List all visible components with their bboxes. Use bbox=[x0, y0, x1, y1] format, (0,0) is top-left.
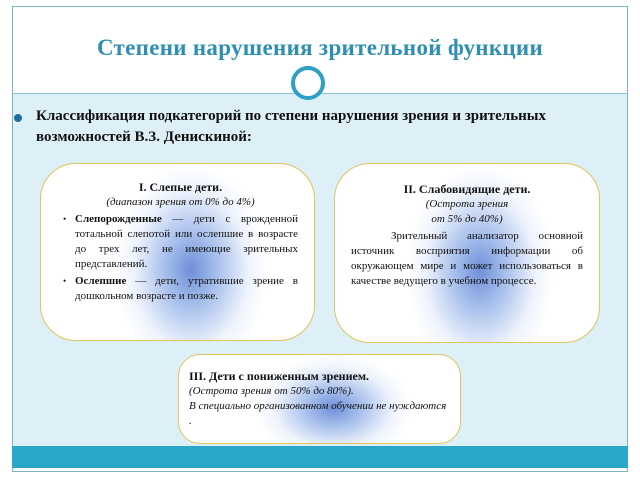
card-description: В специально организованном обучении не нуждаются . bbox=[189, 400, 447, 427]
bullet-icon: • bbox=[63, 276, 67, 286]
bottom-accent-strip bbox=[12, 446, 628, 468]
term-description: — дети, утратившие зрение в дошкольном возрасте и позже. bbox=[75, 275, 298, 302]
card-description: Зрительный анализатор основной источник восприятия информации об окружающем мире и может использоваться в качестве ведущего в учебном процессе. bbox=[351, 230, 583, 287]
bullet-icon bbox=[14, 114, 22, 122]
card-reduced-vision-children bbox=[178, 354, 461, 444]
card-title: III. Дети с пониженным зрением. bbox=[189, 369, 370, 383]
card-title: II. Слабовидящие дети. bbox=[403, 182, 531, 196]
slide-title: Степени нарушения зрительной функции bbox=[96, 35, 544, 60]
classification-heading: Классификация подкатегорий по степени нарушения зрения и зрительных возможностей В.З. Денискиной: bbox=[36, 108, 546, 145]
card-range: (диапазон зрения от 0% до 4%) bbox=[106, 196, 255, 208]
term-description: — дети с врожденной тотальной слепотой или ослепшие в возрасте до трех лет, не имеющие зрительных представлений. bbox=[75, 213, 298, 270]
ring-decoration-icon bbox=[291, 66, 325, 100]
term: Ослепшие bbox=[75, 275, 127, 287]
list-item bbox=[63, 212, 298, 272]
card-blind-children bbox=[40, 163, 315, 341]
card-range: (Острота зрения bbox=[425, 198, 509, 210]
list-item bbox=[63, 274, 298, 304]
card-range: (Острота зрения от 50% до 80%). bbox=[189, 385, 354, 397]
card-low-vision-children bbox=[334, 163, 600, 343]
bullet-icon: • bbox=[63, 214, 67, 224]
term: Слепорожденные bbox=[75, 213, 162, 225]
card-title: I. Слепые дети. bbox=[138, 180, 223, 194]
card-range: от 5% до 40%) bbox=[431, 213, 503, 225]
